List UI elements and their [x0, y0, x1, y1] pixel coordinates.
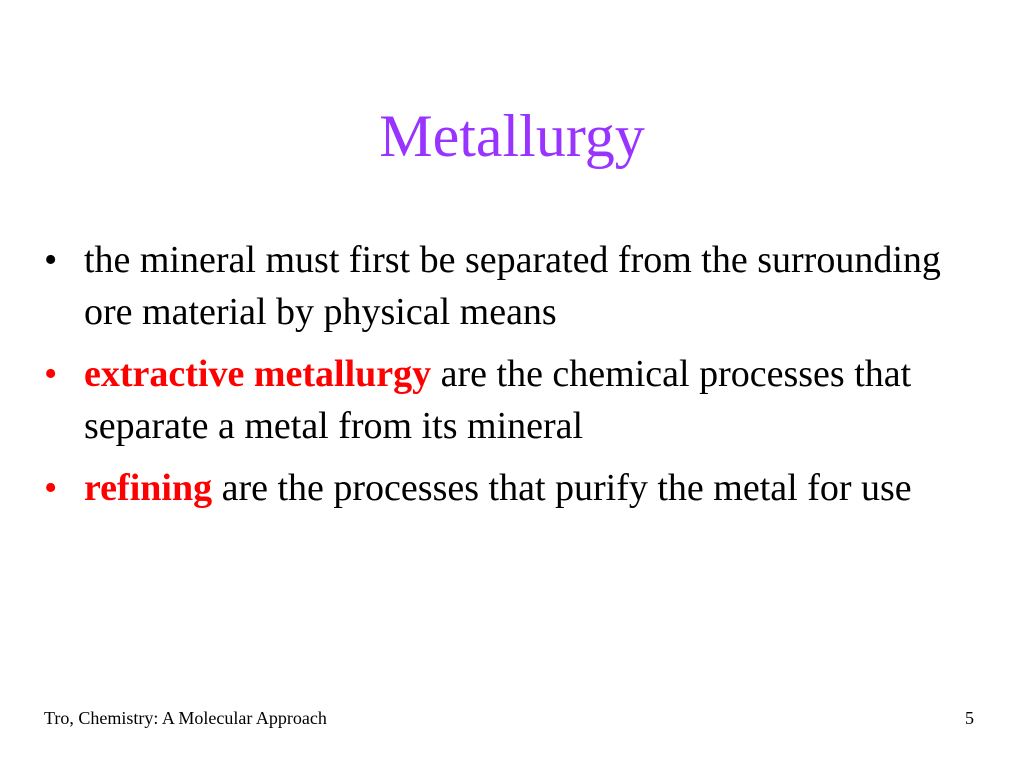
bullet-item — [44, 462, 974, 514]
slide-title: Metallurgy — [379, 103, 645, 169]
bullet-term: extractive metallurgy — [84, 353, 432, 395]
bullet-dot-icon: • — [44, 467, 58, 509]
bullet-item — [44, 348, 974, 452]
bullet-item — [44, 234, 974, 338]
bullet-dot-icon: • — [44, 239, 58, 281]
bullet-dot-icon: • — [44, 353, 58, 395]
bullet-text: are the processes that purify the metal for use — [221, 467, 912, 509]
page-number: 5 — [965, 708, 974, 728]
bullet-list — [44, 234, 974, 524]
bullet-text: the mineral must first be separated from the surrounding ore material by physical means — [84, 239, 941, 333]
bullet-text: are the chemical processes that separate a metal from its mineral — [84, 353, 912, 447]
footer-source: Tro, Chemistry: A Molecular Approach — [44, 708, 327, 728]
bullet-term: refining — [84, 467, 213, 509]
